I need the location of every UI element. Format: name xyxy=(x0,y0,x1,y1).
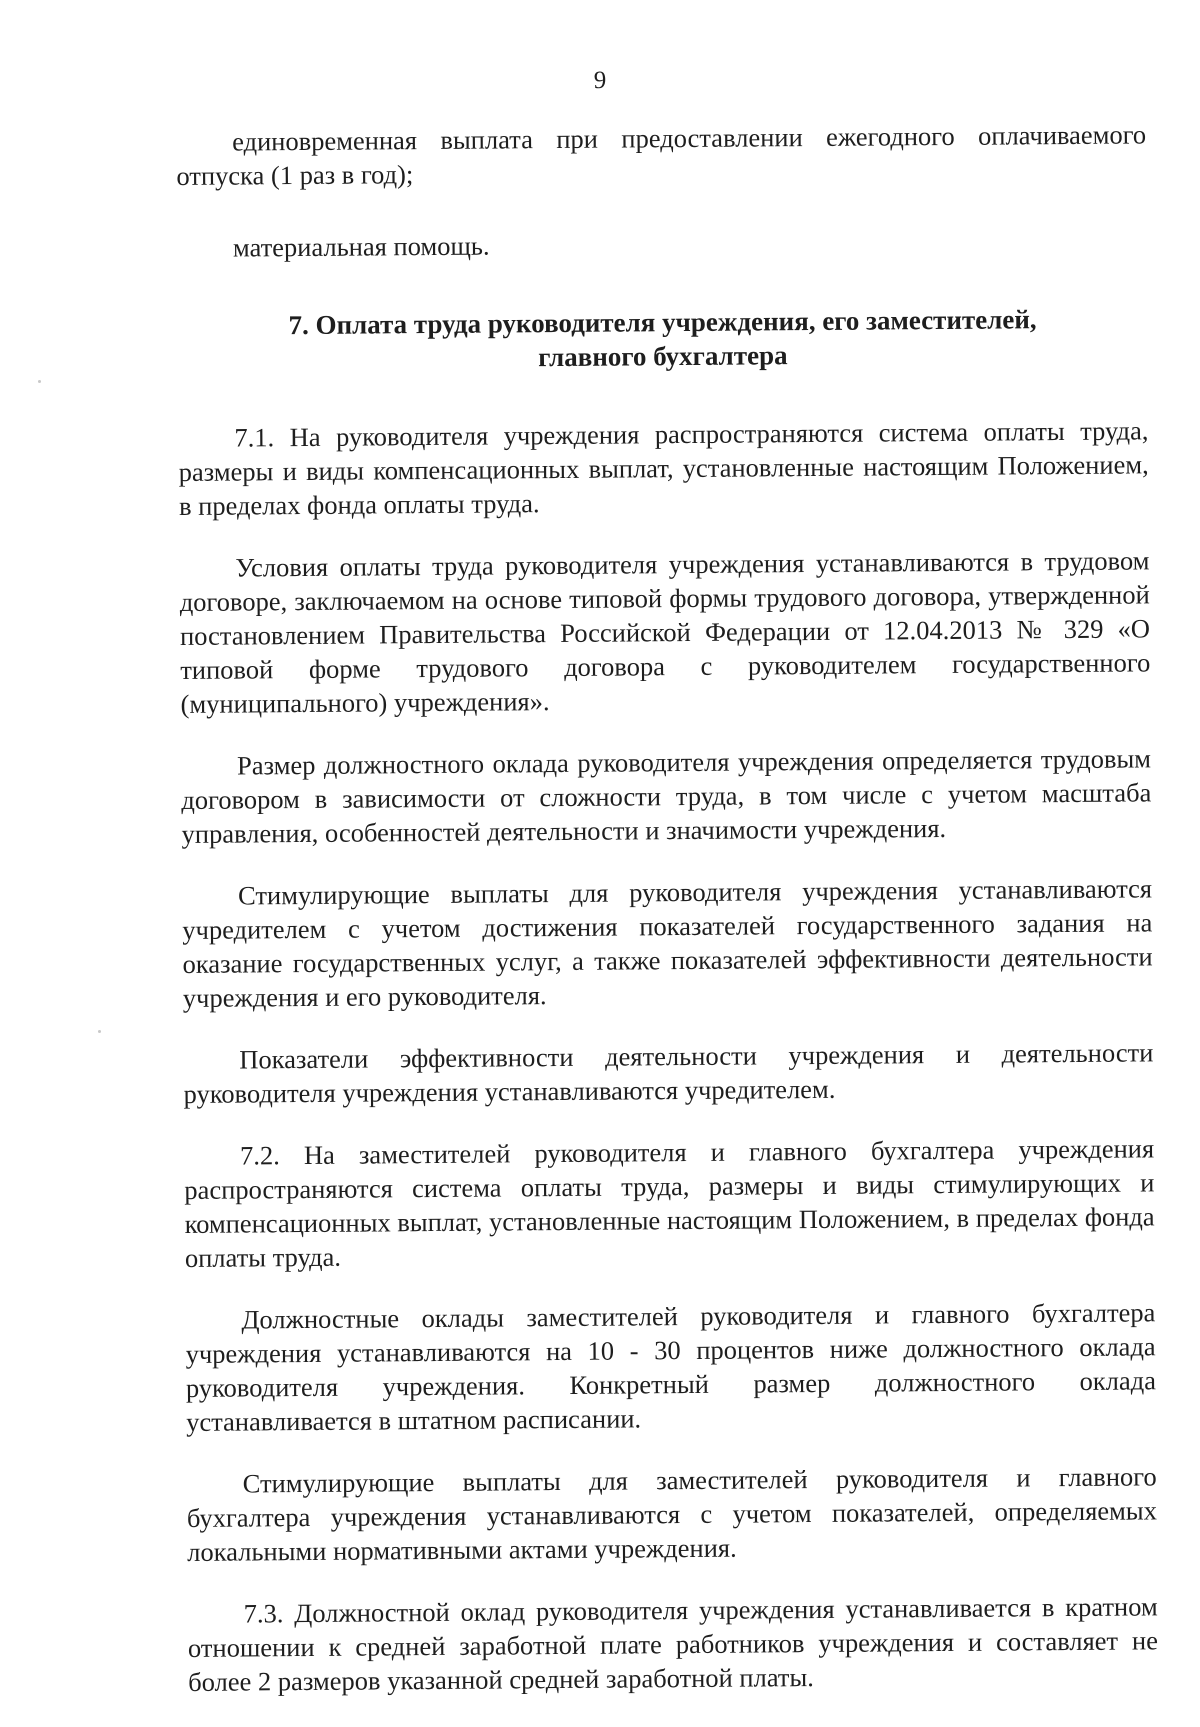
paragraph-7-3: 7.3. Должностной оклад руководителя учреждения устанавливается в кратном отношении к средней заработной плате работников учреждения и составляет не более 2 размеров указанной средней заработной платы. xyxy=(187,1591,1159,1697)
paragraph-deputy-incentives: Стимулирующие выплаты для заместителей руководителя и главного бухгалтера учреждения устанавливаются с учетом показателей, определяемых локальными нормативными актами учреждения. xyxy=(186,1461,1158,1567)
section-heading-line-2: главного бухгалтера xyxy=(538,340,788,373)
section-heading-line-1: 7. Оплата труда руководителя учреждения, его заместителей, xyxy=(288,304,1037,341)
paragraph-incentives: Стимулирующие выплаты для руководителя учреждения устанавливаются учредителем с учетом достижения показателей государственного задания на оказание государственных услуг, а также показателей эффективности деятельности учреждения и его руководителя. xyxy=(182,873,1153,1013)
intro-paragraph-aid: материальная помощь. xyxy=(232,230,490,263)
section-heading xyxy=(177,301,1148,377)
paragraph-7-1: 7.1. На руководителя учреждения распространяются система оплаты труда, размеры и виды компенсационных выплат, установленные настоящим Положением, в пределах фонда оплаты труда. xyxy=(178,415,1149,521)
scan-speck xyxy=(38,380,41,383)
document-body xyxy=(176,117,1159,1727)
paragraph-7-2: 7.2. На заместителей руководителя и главного бухгалтера учреждения распространяются система оплаты труда, размеры и виды стимулирующих и компенсационных выплат, установленные настоящим Положением, в пределах фонда оплаты труда. xyxy=(184,1133,1155,1273)
intro-paragraph-payment: единовременная выплата при предоставлении ежегодного оплачиваемого отпуска (1 раз в год); xyxy=(176,119,1147,191)
paragraph-indicators: Показатели эффективности деятельности учреждения и деятельности руководителя учреждения устанавливаются учредителем. xyxy=(183,1037,1154,1109)
paragraph-salary-size: Размер должностного оклада руководителя учреждения определяется трудовым договором в зависимости от сложности труда, в том числе с учетом масштаба управления, особенностей деятельности и значимости учреждения. xyxy=(181,743,1152,849)
paragraph-deputy-salaries: Должностные оклады заместителей руководителя и главного бухгалтера учреждения устанавливаются на 10 - 30 процентов ниже должностного оклада руководителя учреждения. Конкретный размер должностного оклада устанавливается в штатном расписании. xyxy=(185,1297,1157,1437)
page-number: 9 xyxy=(593,67,607,94)
paragraph-conditions: Условия оплаты труда руководителя учреждения устанавливаются в трудовом договоре, заключаемом на основе типовой формы трудового договора, утвержденной постановлением Правительства Российской Федерации от 12.04.2013 № 329 «О типовой форме трудового договора с руководителем государственного (муниципального) учреждения». xyxy=(179,545,1151,719)
scan-speck xyxy=(98,1030,101,1033)
